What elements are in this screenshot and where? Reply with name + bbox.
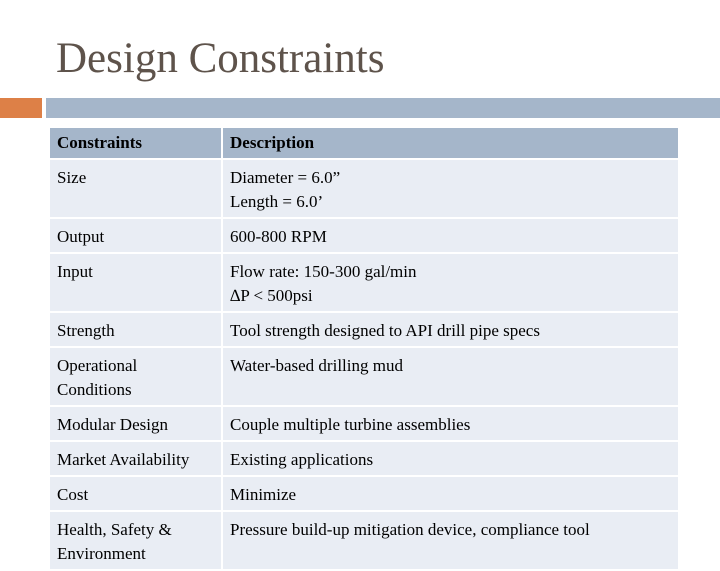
description-text: Diameter = 6.0” — [230, 168, 341, 187]
description-cell — [222, 159, 679, 218]
constraint-text: Output — [57, 227, 105, 246]
description-text: Existing applications — [230, 450, 374, 469]
header-constraints: Constraints — [49, 127, 222, 159]
constraint-cell — [49, 347, 222, 406]
header-description: Description — [222, 127, 679, 159]
description-text: 600-800 RPM — [230, 227, 327, 246]
description-cell — [222, 312, 679, 347]
accent-bar — [0, 98, 42, 118]
constraint-cell — [49, 253, 222, 312]
constraint-cell — [49, 406, 222, 441]
description-cell — [222, 253, 679, 312]
description-text: Pressure build-up mitigation device, compliance tool — [230, 520, 590, 539]
description-text: Couple multiple turbine assemblies — [230, 415, 471, 434]
constraint-text: Environment — [57, 544, 146, 563]
constraints-table — [48, 126, 680, 571]
description-cell — [222, 406, 679, 441]
description-text: Length = 6.0’ — [230, 192, 324, 211]
description-cell — [222, 347, 679, 406]
table-row — [49, 312, 679, 347]
description-cell — [222, 441, 679, 476]
description-cell — [222, 511, 679, 570]
constraint-text: Modular Design — [57, 415, 168, 434]
table-row — [49, 511, 679, 570]
constraint-text: Input — [57, 262, 93, 281]
table-body — [49, 159, 679, 570]
constraint-text: Health, Safety & — [57, 520, 172, 539]
table-row — [49, 476, 679, 511]
description-text: Flow rate: 150-300 gal/min — [230, 262, 417, 281]
table-header-row — [49, 127, 679, 159]
description-cell — [222, 218, 679, 253]
constraint-cell — [49, 441, 222, 476]
slide-title: Design Constraints — [56, 35, 385, 82]
constraint-text: Cost — [57, 485, 89, 504]
table-row — [49, 159, 679, 218]
constraint-text: Conditions — [57, 380, 132, 399]
constraint-text: Size — [57, 168, 87, 187]
description-text: Water-based drilling mud — [230, 356, 403, 375]
constraint-cell — [49, 312, 222, 347]
description-text: Minimize — [230, 485, 297, 504]
constraint-text: Market Availability — [57, 450, 190, 469]
constraint-cell — [49, 218, 222, 253]
constraint-text: Strength — [57, 321, 115, 340]
description-text: ∆P < 500psi — [230, 286, 313, 305]
table-row — [49, 218, 679, 253]
description-cell — [222, 476, 679, 511]
constraint-cell — [49, 511, 222, 570]
constraint-cell — [49, 476, 222, 511]
table-row — [49, 347, 679, 406]
table-row — [49, 441, 679, 476]
description-text: Tool strength designed to API drill pipe specs — [230, 321, 540, 340]
constraint-text: Operational — [57, 356, 138, 375]
table-row — [49, 406, 679, 441]
table-row — [49, 253, 679, 312]
title-divider-bar — [46, 98, 720, 118]
constraint-cell — [49, 159, 222, 218]
